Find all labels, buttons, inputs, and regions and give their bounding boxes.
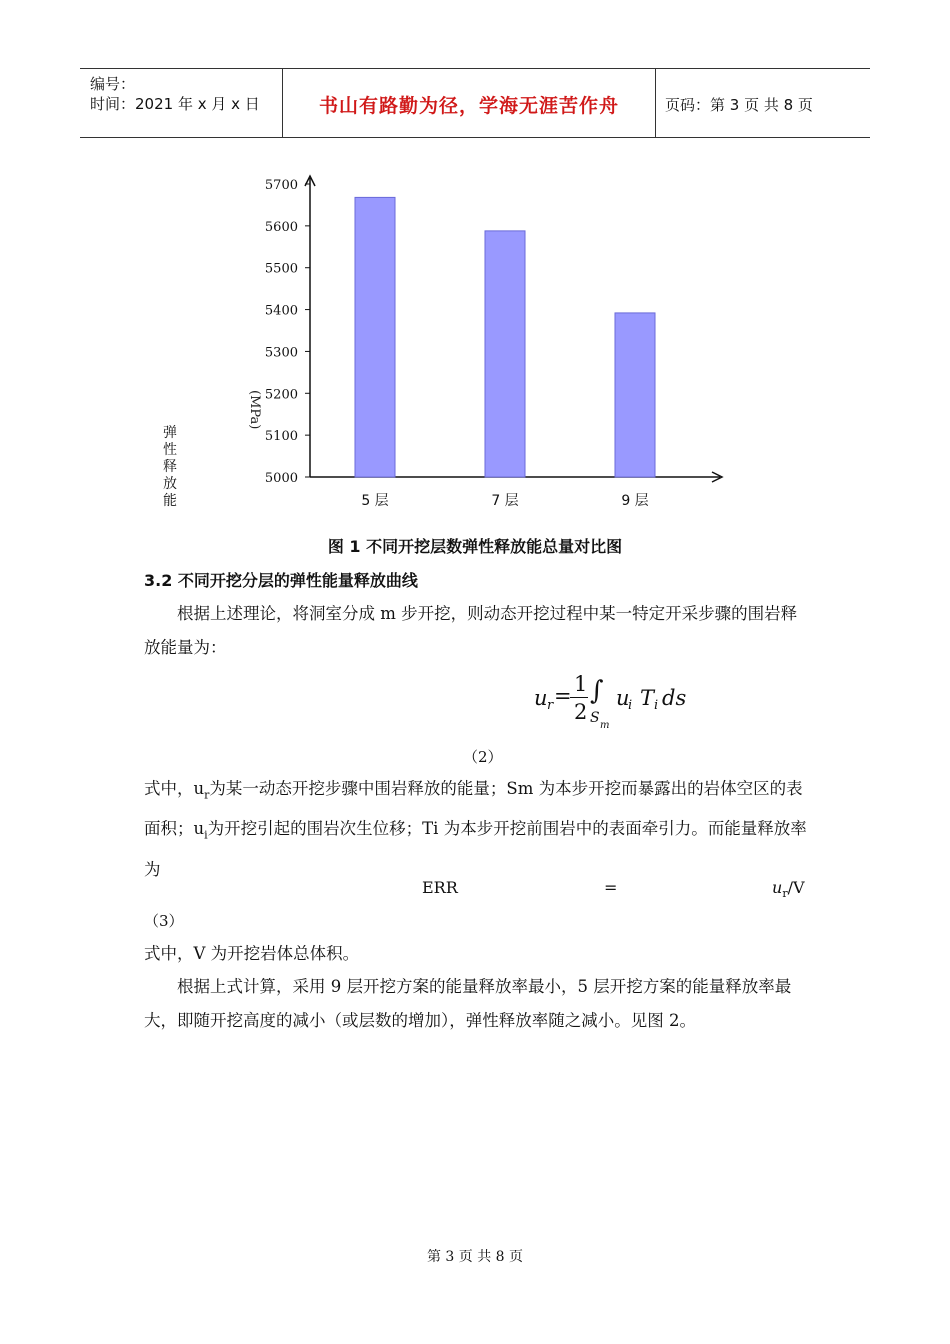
page-label: 页码：第 3 页 共 8 页 (665, 96, 813, 114)
bar-chart (150, 170, 750, 530)
energy-formula (530, 672, 730, 742)
formula-denominator: 2 (574, 700, 588, 724)
p2-part-c: 为开挖引起的围岩次生位移；Ti 为本步开挖前围岩中的表面牵引力。而能量释放率为 (144, 819, 807, 879)
x-tick-label: 5 层 (361, 493, 389, 509)
x-tick-label: 9 层 (621, 493, 649, 509)
figure-caption: 图 1 不同开挖层数弹性释放能总量对比图 (327, 537, 623, 556)
header-motto-cell (282, 69, 656, 137)
p2-part-b: 为某一动态开挖步骤中围岩释放的能量；Sm 为本步开挖而暴露出的岩体空区的表面积；u (144, 779, 803, 839)
formula-lhs: u (534, 686, 548, 710)
y-tick-label: 5700 (264, 178, 298, 193)
y-tick-label: 5500 (264, 261, 298, 277)
section-title: 3.2 不同开挖分层的弹性能量释放曲线 (144, 571, 418, 590)
paragraph-4: 根据上式计算，采用 9 层开挖方案的能量释放率最小，5 层开挖方案的能量释放率最大，即随开挖高度的减小（或层数的增加），弹性释放率随之减小。见图 2。 (144, 977, 792, 1030)
header-meta-cell (80, 69, 282, 137)
equation-3-label: （3） (144, 912, 184, 930)
equation-2-label: （2） (463, 748, 503, 766)
y-tick-label: 5000 (264, 471, 298, 486)
paragraph-1: 根据上述理论，将洞室分成 m 步开挖，则动态开挖过程中某一特定开采步骤的围岩释放能量为： (144, 604, 798, 657)
integral-lower: S (590, 710, 600, 726)
err-label: ERR (422, 878, 458, 897)
paragraph-3: 式中，V 为开挖岩体总体积。 (144, 944, 360, 963)
integral-lower-sub: m (600, 720, 610, 731)
formula-u-sub: i (628, 698, 633, 713)
formula-u: u (616, 686, 630, 710)
formula-numerator: 1 (574, 672, 588, 696)
paragraph-2 (144, 772, 808, 887)
err-equals: = (604, 878, 618, 897)
page-footer: 第 3 页 共 8 页 (426, 1249, 524, 1265)
motto: 书山有路勤为径，学海无涯苦作舟 (318, 95, 619, 117)
y-axis-unit: (MPa) (247, 390, 262, 430)
time-label: 时间：2021 年 x 月 x 日 (90, 95, 260, 113)
p2-sub-i: i (204, 828, 208, 842)
formula-t-sub: i (654, 698, 659, 713)
y-tick-label: 5400 (264, 303, 298, 319)
y-tick-label: 5200 (264, 387, 298, 403)
x-tick-label: 7 层 (491, 493, 519, 509)
document-header (80, 68, 870, 138)
formula-lhs-sub: r (547, 698, 554, 713)
bar (485, 231, 525, 477)
header-page-cell (655, 69, 870, 137)
number-label: 编号： (90, 75, 136, 93)
fraction-bar (570, 697, 588, 698)
err-tail: /V (787, 878, 805, 897)
bar (355, 197, 395, 477)
y-axis-label: 弹性释放能 (163, 425, 177, 509)
y-tick-label: 5100 (264, 429, 298, 445)
formula-ds: ds (662, 686, 687, 710)
p2-sub-r: r (204, 788, 210, 802)
err-rhs (772, 878, 805, 900)
formula-equals: = (554, 684, 572, 708)
err-u: u (772, 878, 783, 897)
bar (615, 313, 655, 477)
integral-sign: ∫ (590, 676, 604, 706)
formula-t: T (640, 686, 655, 710)
err-u-sub: r (782, 887, 788, 901)
y-tick-label: 5300 (264, 345, 298, 361)
y-tick-label: 5600 (264, 219, 298, 235)
p2-part-a: 式中，u (144, 779, 205, 798)
